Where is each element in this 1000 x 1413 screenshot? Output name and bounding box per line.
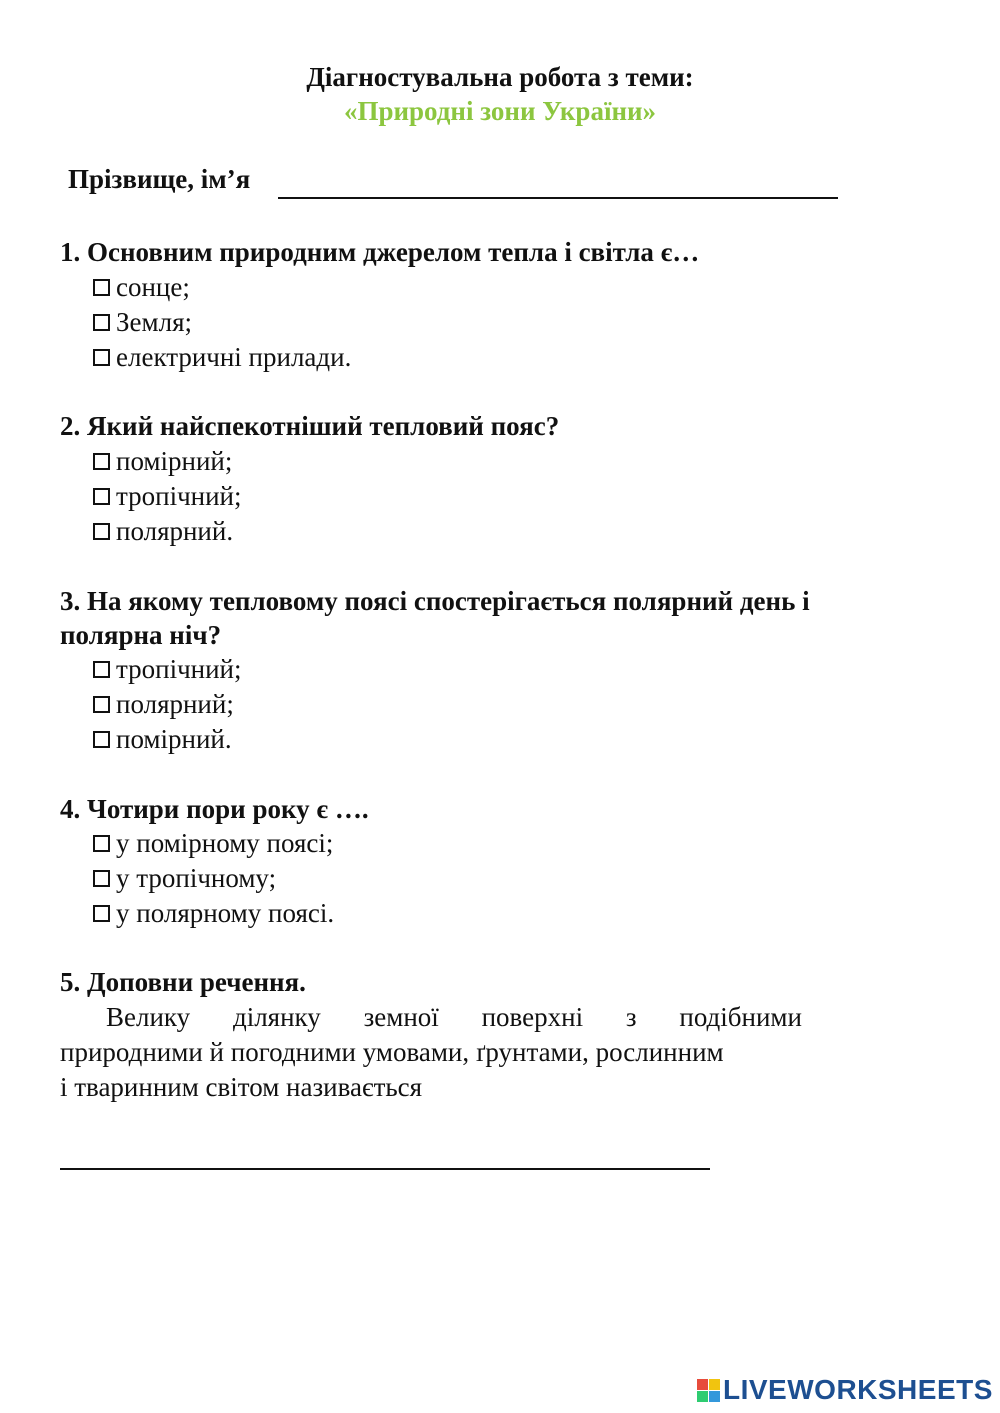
q2-option-3[interactable]: полярний. (93, 514, 233, 548)
checkbox-icon[interactable] (93, 731, 110, 748)
q1-option-1[interactable]: сонце; (93, 270, 190, 304)
checkbox-icon[interactable] (93, 696, 110, 713)
checkbox-icon[interactable] (93, 279, 110, 296)
checkbox-icon[interactable] (93, 453, 110, 470)
checkbox-icon[interactable] (93, 835, 110, 852)
checkbox-icon[interactable] (93, 349, 110, 366)
q2-option-2[interactable]: тропічний; (93, 479, 242, 513)
paragraph-line-1: Велику ділянку земної поверхні з подібними (106, 1002, 802, 1032)
q4-option-2[interactable]: у тропічному; (93, 861, 276, 895)
question-3-line-1: 3. На якому тепловому поясі спостерігається полярний день і (60, 586, 810, 616)
q4-option-3[interactable]: у полярному поясі. (93, 896, 334, 930)
name-label: Прізвище, ім’я (68, 164, 251, 194)
q3-option-1[interactable]: тропічний; (93, 652, 242, 686)
question-3-line-2: полярна ніч? (60, 620, 222, 650)
question-2: 2. Який найспекотніший тепловий пояс? (60, 411, 560, 441)
answer-input-line[interactable] (60, 1168, 710, 1170)
q4-option-1[interactable]: у помірному поясі; (93, 826, 333, 860)
question-1: 1. Основним природним джерелом тепла і світла є… (60, 237, 700, 267)
q2-option-1[interactable]: помірний; (93, 444, 232, 478)
question-5: 5. Доповни речення. (60, 967, 306, 997)
q1-option-2[interactable]: Земля; (93, 305, 192, 339)
checkbox-icon[interactable] (93, 905, 110, 922)
paragraph-line-3: і тваринним світом називається (60, 1072, 423, 1102)
liveworksheets-logo (697, 1374, 993, 1406)
checkbox-icon[interactable] (93, 314, 110, 331)
checkbox-icon[interactable] (93, 661, 110, 678)
q3-option-2[interactable]: полярний; (93, 687, 234, 721)
liveworksheets-logo-icon (697, 1379, 720, 1402)
checkbox-icon[interactable] (93, 870, 110, 887)
q3-option-3[interactable]: помірний. (93, 722, 232, 756)
worksheet-title: Діагностувальна робота з теми: (306, 62, 694, 92)
checkbox-icon[interactable] (93, 488, 110, 505)
logo-text: LIVEWORKSHEETS (723, 1374, 993, 1405)
paragraph-line-2: природними й погодними умовами, ґрунтами, рослинним (60, 1037, 724, 1067)
question-4: 4. Чотири пори року є …. (60, 794, 369, 824)
name-input-line[interactable] (278, 197, 838, 199)
checkbox-icon[interactable] (93, 523, 110, 540)
worksheet-topic: «Природні зони України» (343, 96, 657, 126)
fill-in-paragraph (60, 1000, 802, 1105)
q1-option-3[interactable]: електричні прилади. (93, 340, 351, 374)
